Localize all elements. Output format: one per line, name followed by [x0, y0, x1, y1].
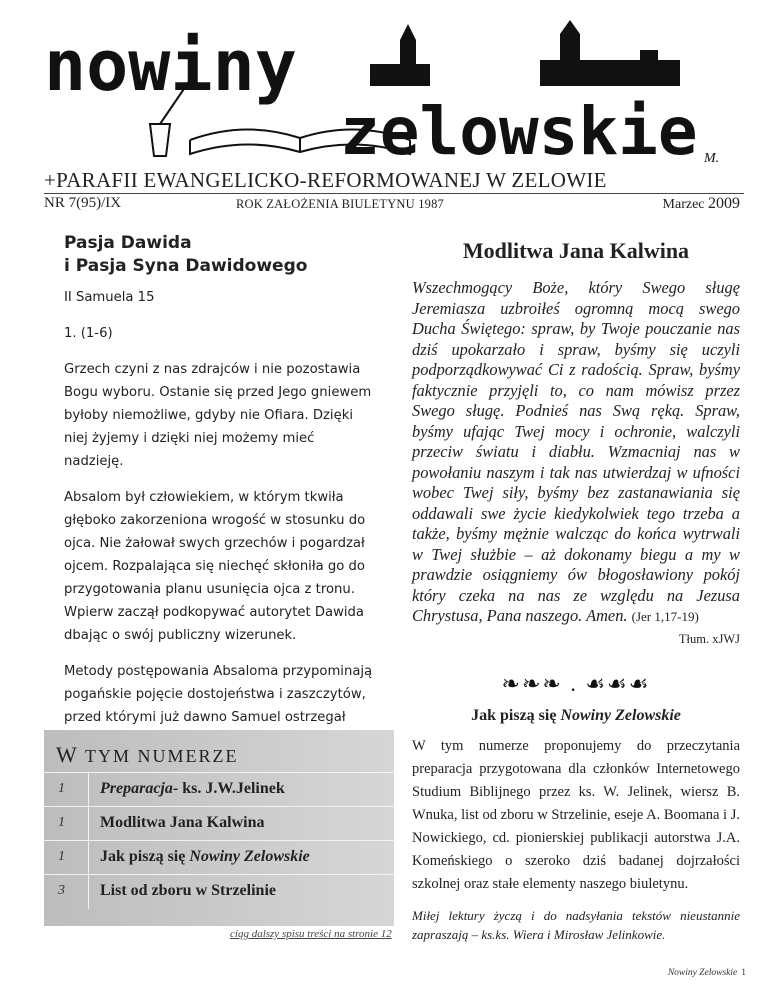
article-section: 1. (1-6) — [64, 326, 113, 341]
toc-title-initial: W — [56, 742, 79, 767]
prayer-reference: (Jer 1,17-19) — [631, 609, 699, 624]
article-paragraph-2: Absalom był człowiekiem, w którym tkwiła głęboko zakorzeniona wrogość w stosunku do ojca. Nie żałował swych grzechów i pogardzał ojcem. Rozpalająca się niechęć skłoniła go do przygotowania planu usunięcia ojca z tronu. Wpierw zaczął podkopywać autorytet Dawida dbając o swój publiczny wizerunek. — [64, 490, 366, 643]
masthead-title-line1: nowiny — [44, 25, 297, 107]
article-paragraph-3: Metody postępowania Absaloma przypominają pogańskie pojęcie dostojeństwa i zaszczytów, przed którymi już dawno Samuel ostrzegał — [64, 664, 373, 725]
toc-page: 1 — [58, 815, 65, 830]
founded-year: ROK ZAŁOŻENIA BIULETYNU 1987 — [236, 197, 445, 211]
toc-continuation-note: ciąg dalszy spisu treści na stronie 12 — [230, 928, 392, 940]
toc-text-suffix: - ks. J.W.Jelinek — [172, 780, 285, 797]
prayer-body: Wszechmogący Boże, który Swego sługę Jeremiasza uzbroiłeś ogromną mocą swego Ducha Świętego: spraw, by Twoje pouczanie nas dziś upokarzało i spraw, byśmy się uczyli podporządkowywać Ci z radością. Spraw, byśmy faktycznie przyjęli to, co nam mówisz przez Swego sługę. Podnieś nas Swą ręką. Spraw, byśmy ufając Twej mocy i ochronie, walczyli przeciw światu i diabłu. Wzmacniaj nas w powołaniu naszym i tak nas utwierdzaj w ufności wobec Twej siły, byśmy bez zastanawiania się oddawali swe życie kiedykolwiek tego trzeba a także, byśmy mężnie walcząc do końca wytrwali w Twej służbie – aż dokonamy biegu a my w prawdzie osiągniemy ów błogosławiony pokój który czeka na nas ze względu na Jezusa Chrystusa, Pana naszego. Amen. — [412, 278, 740, 625]
editorial-closing: Miłej lektury życzą i do nadsyłania tekstów nieustannie zapraszają – ks.ks. Wiera i Mirosław Jelinkowie. — [412, 907, 740, 942]
article-left — [64, 232, 374, 765]
issue-year: 2009 — [708, 195, 740, 212]
header-rule — [44, 193, 744, 194]
toc-text — [100, 848, 310, 866]
editorial-title-italic: Nowiny Zelowskie — [560, 706, 681, 724]
toc-item[interactable] — [44, 772, 394, 807]
toc-page: 3 — [58, 883, 65, 898]
page-footer — [668, 968, 746, 978]
issue-date — [663, 195, 740, 213]
toc-divider — [88, 841, 89, 875]
article-title-line1: Pasja Dawida — [64, 233, 192, 253]
table-of-contents — [44, 730, 394, 926]
masthead-signature: M. — [704, 151, 720, 166]
masthead — [40, 20, 740, 168]
translator-credit: Tłum. xJWJ — [678, 631, 740, 646]
prayer-title: Modlitwa Jana Kalwina — [462, 238, 690, 263]
toc-divider — [88, 875, 89, 909]
ornament-divider: ❧❧❧ . ☙☙☙ — [501, 670, 651, 696]
page-number: 1 — [741, 968, 746, 978]
toc-divider — [88, 773, 89, 807]
article-title-line2: i Pasja Syna Dawidowego — [64, 256, 308, 276]
toc-text-main: Preparacja — [100, 780, 173, 797]
masthead-illustration — [40, 20, 740, 168]
article-right — [412, 232, 740, 944]
editorial-title — [412, 707, 740, 725]
masthead-title-line2: zelowskie — [340, 93, 698, 168]
footer-publication: Nowiny Zelowskie — [667, 968, 738, 978]
issue-month: Marzec — [662, 197, 705, 212]
toc-title-rest: TYM NUMERZE — [84, 746, 239, 766]
article-paragraph-1: Grzech czyni z nas zdrajców i nie pozostawia Bogu wyboru. Ostanie się przed Jego gniewem byłoby niemożliwe, gdyby nie Ofiara. Dzięki niej żyjemy i dzięki niej możemy mieć nadzieję. — [64, 362, 372, 469]
toc-divider — [88, 807, 89, 841]
toc-text — [100, 780, 285, 798]
toc-item[interactable] — [44, 874, 394, 909]
issue-number: NR 7(95)/IX — [44, 195, 122, 211]
article-title — [64, 232, 374, 278]
editorial-title-plain: Jak piszą się — [471, 706, 561, 724]
issue-meta — [44, 195, 744, 215]
toc-text-main: Jak piszą się — [100, 848, 190, 865]
toc-item[interactable] — [44, 806, 394, 841]
toc-page: 1 — [58, 781, 65, 796]
toc-page: 1 — [58, 849, 65, 864]
toc-text-suffix: Nowiny Zelowskie — [189, 848, 310, 865]
article-reference: II Samuela 15 — [64, 290, 155, 305]
toc-title — [56, 742, 238, 768]
toc-text: List od zboru w Strzelinie — [100, 882, 276, 899]
prayer-text — [412, 278, 740, 628]
toc-text: Modlitwa Jana Kalwina — [100, 814, 265, 831]
editorial-body: W tym numerze proponujemy do przeczytania preparacja przygotowana dla członków Internetowego Studium Biblijnego przez ks. W. Jelinek, wiersz B. Wnuka, list od zboru w Strzelinie, eseje A. Boomana i J. Nowickiego, cd. pionierskiej publikacji autorstwa J.A. Komeńskiego o szeroko dziś badanej dojrzałości szkolnej oraz stałe elementy naszego biuletynu. — [412, 737, 740, 892]
parish-banner: +PARAFII EWANGELICKO-REFORMOWANEJ W ZELOWIE — [44, 168, 607, 192]
toc-item[interactable] — [44, 840, 394, 875]
